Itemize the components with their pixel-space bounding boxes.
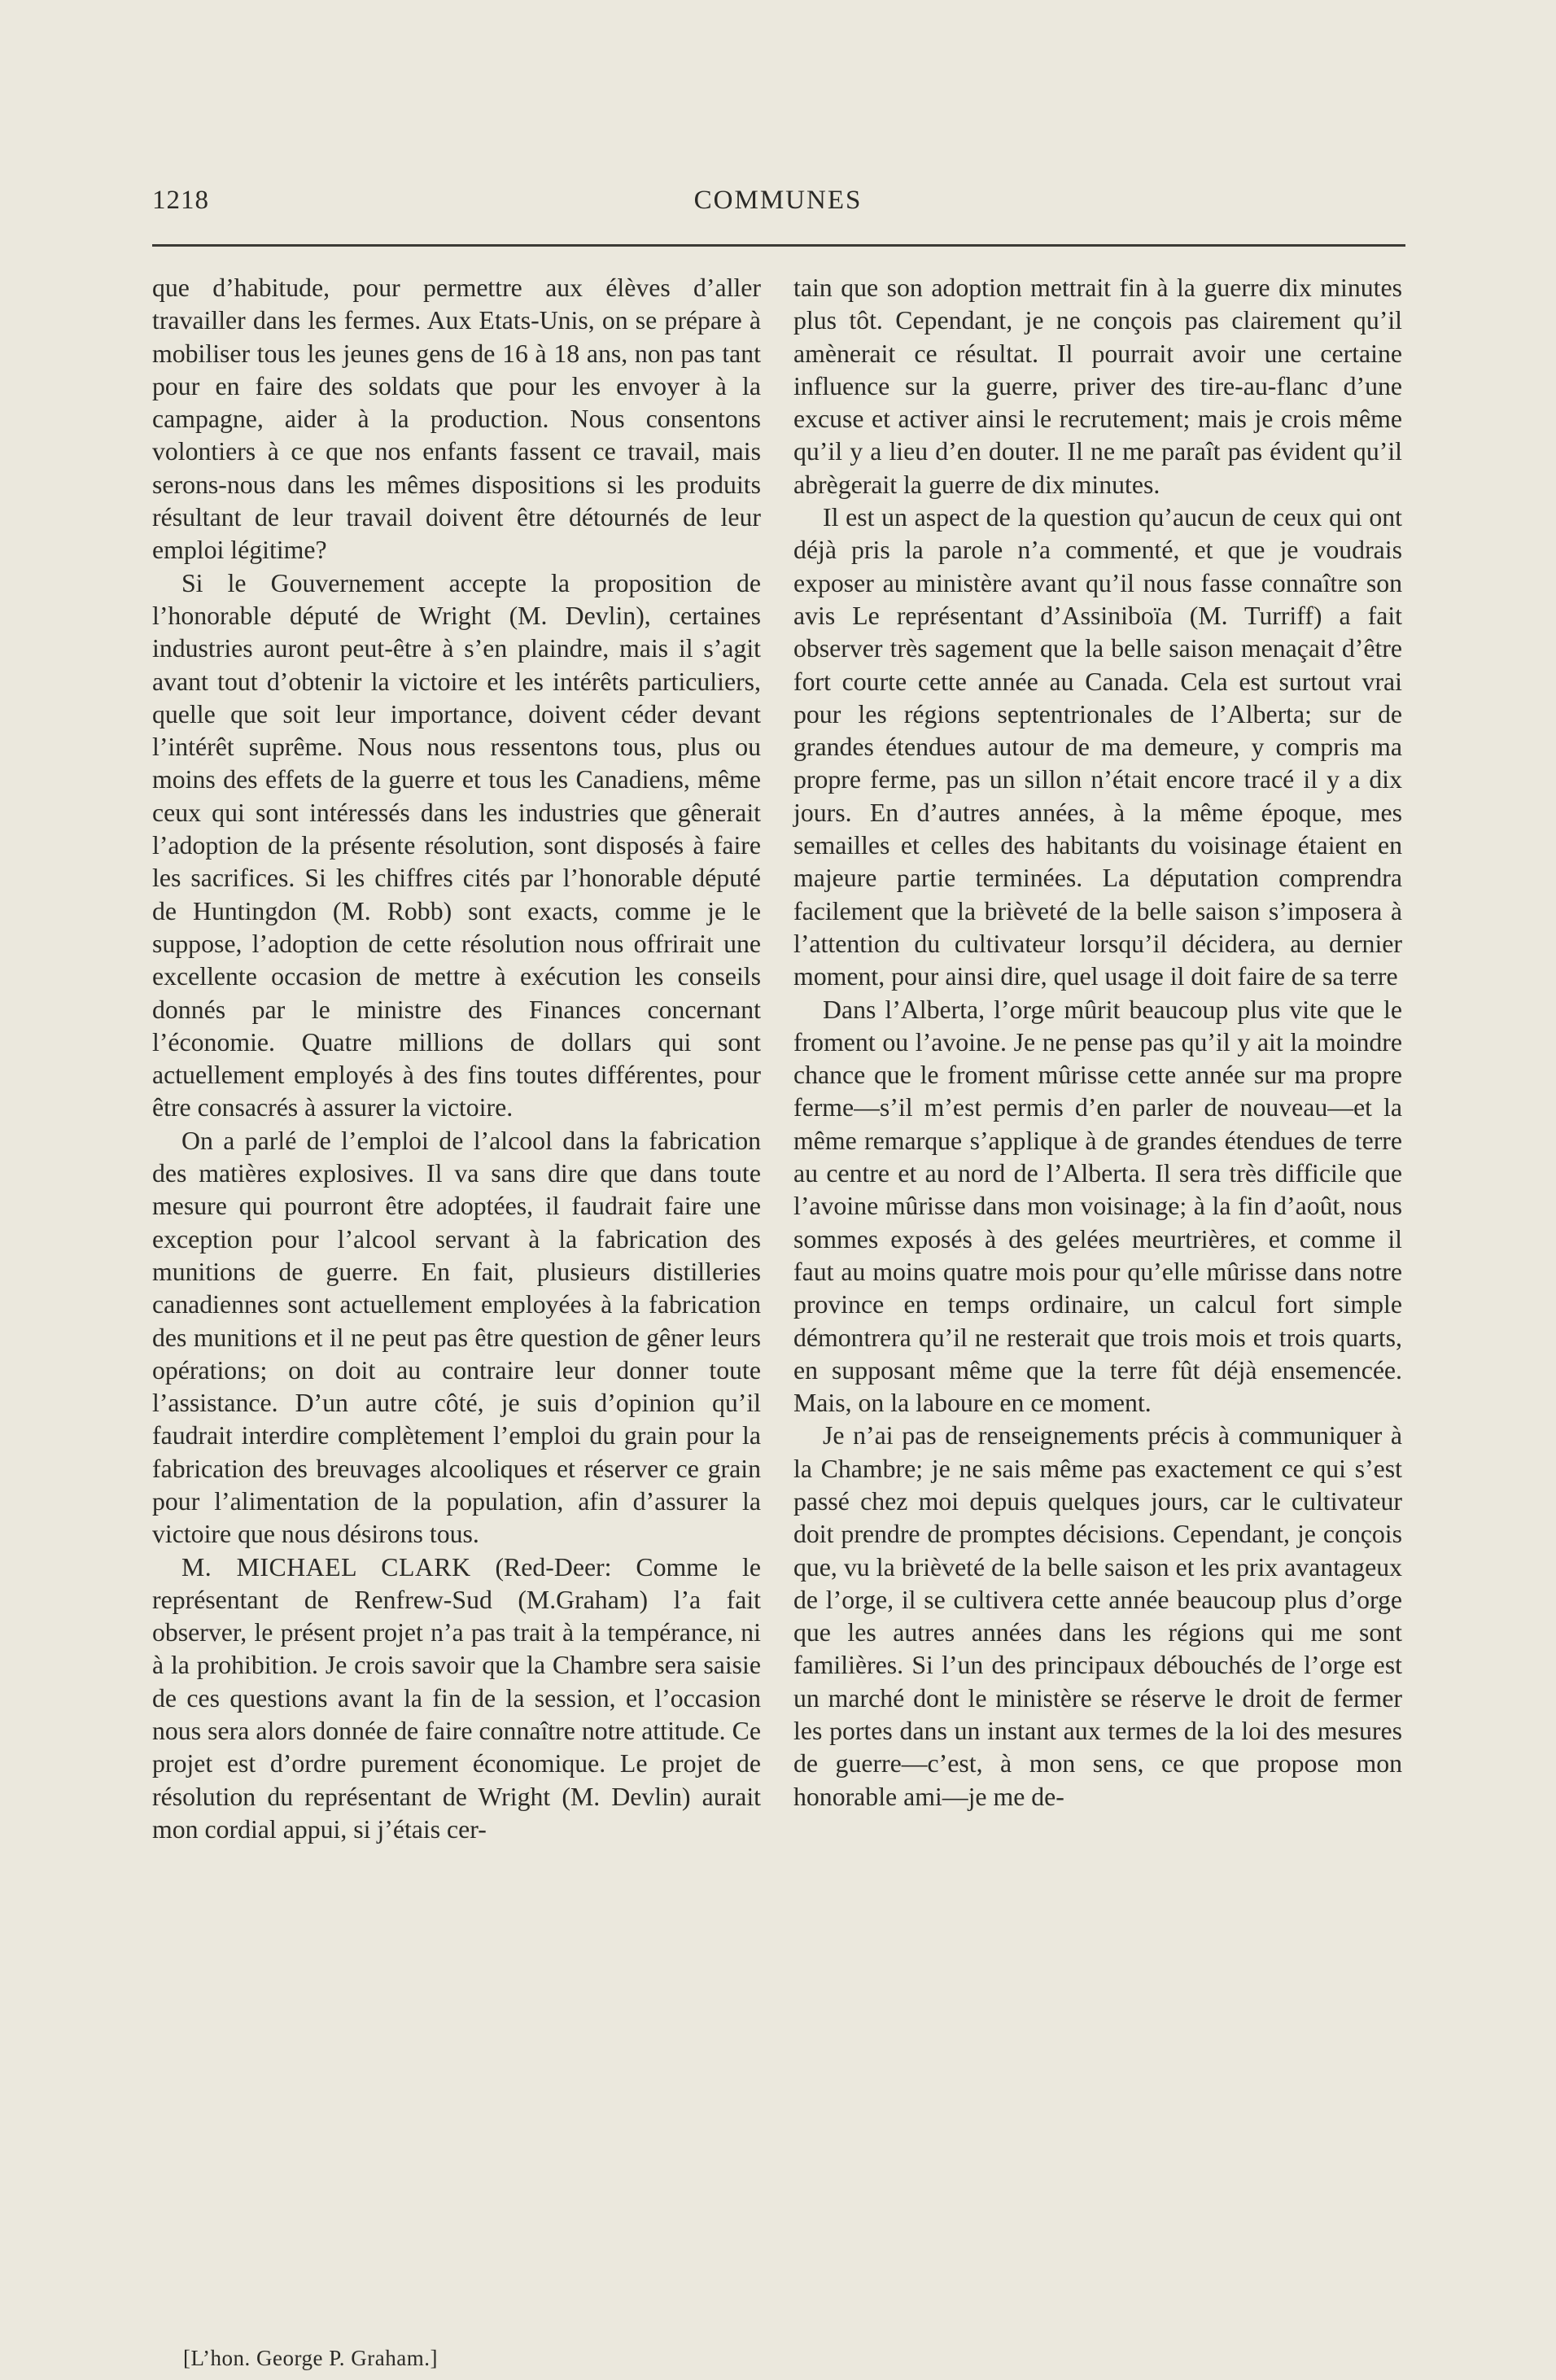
running-head: COMMUNES [693, 186, 863, 215]
page-number: 1218 [152, 186, 209, 215]
left-column [152, 272, 761, 1846]
right-column [793, 272, 1402, 1813]
paragraph: Si le Gouvernement accepte la proposition de l’honorable député de Wright (M. Devlin), certaines industries auront peut-être à s’en plaindre, mais il s’agit avant tout d’obtenir la victoire et les intérêts particuliers, quelle que soit leur importance, doivent céder devant l’intérêt suprême. Nous nous ressentons tous, plus ou moins des effets de la guerre et tous les Canadiens, même ceux qui sont intéressés dans les industries que gênerait l’adoption de la présente résolution, sont disposés à faire les sacrifices. Si les chiffres cités par l’honorable député de Huntingdon (M. Robb) sont exacts, comme je le suppose, l’adoption de cette résolution nous offrirait une excellente occasion de mettre à exécution les conseils donnés par le ministre des Finances concernant l’économie. Quatre millions de dollars qui sont actuellement employés à des fins toutes différentes, pour être consacrés à assurer la victoire. [152, 568, 761, 1122]
paragraph: tain que son adoption mettrait fin à la guerre dix minutes plus tôt. Cependant, je ne conçois pas clairement qu’il amènerait ce résultat. Il pourrait avoir une certaine influence sur la guerre, priver des tire-au-flanc d’une excuse et activer ainsi le recrutement; mais je crois même qu’il y a lieu d’en douter. Il ne me paraît pas évident qu’il abrègerait la guerre de dix minutes. [793, 273, 1402, 499]
paragraph: que d’habitude, pour permettre aux élèves d’aller travailler dans les fermes. Aux Etats-Unis, on se prépare à mobiliser tous les jeunes gens de 16 à 18 ans, non pas tant pour en faire des soldats que pour les envoyer à la campagne, aider à la production. Nous consentons volontiers à ce que nos enfants fassent ce travail, mais serons-nous dans les mêmes dispositions si les produits résultant de leur travail doivent être détournés de leur emploi légitime? [152, 273, 761, 565]
speaker-name: M. MICHAEL CLARK [181, 1552, 471, 1582]
header-rule [152, 244, 1405, 247]
footnote: [L’hon. George P. Graham.] [183, 2346, 438, 2370]
paragraph: Dans l’Alberta, l’orge mûrit beaucoup plus vite que le froment ou l’avoine. Je ne pense pas qu’il y ait la moindre chance que le froment mûrisse cette année sur ma propre ferme—s’il m’est permis d’en parler de nouveau—et la même remarque s’applique à de grandes étendues de terre au centre et au nord de l’Alberta. Il sera très difficile que l’avoine mûrisse dans mon voisinage; à la fin d’août, nous sommes exposés à des gelées meurtrières, et comme il faut au moins quatre mois pour qu’elle mûrisse dans notre province en temps ordinaire, un calcul fort simple démontrera qu’il ne resterait que trois mois et trois quarts, en supposant même que la terre fût déjà ensemencée. Mais, on la laboure en ce moment. [793, 995, 1402, 1418]
paragraph: On a parlé de l’emploi de l’alcool dans la fabrication des matières explosives. Il va sans dire que dans toute mesure qui pourront être adoptées, il faudrait faire une exception pour l’alcool servant à la fabrication des munitions de guerre. En fait, plusieurs distilleries canadiennes sont actuellement employées à la fabrication des munitions et il ne peut pas être question de gêner leurs opérations; on doit au contraire leur donner toute l’assistance. D’un autre côté, je suis d’opinion qu’il faudrait interdire complètement l’emploi du grain pour la fabrication des breuvages alcooliques et réserver ce grain pour l’alimentation de la population, afin d’assurer la victoire que nous désirons tous. [152, 1126, 761, 1549]
speech-text: (Red-Deer: Comme le représentant de Renfrew-Sud (M.Graham) l’a fait observer, le présent projet n’a pas trait à la tempérance, ni à la prohibition. Je crois savoir que la Chambre sera saisie de ces questions avant la fin de la session, et l’occasion nous sera alors donnée de faire connaître notre attitude. Ce projet est d’ordre purement économique. Le projet de résolution du représentant de Wright (M. Devlin) aurait mon cordial appui, si j’étais cer- [152, 1552, 761, 1844]
paragraph: Je n’ai pas de renseignements précis à communiquer à la Chambre; je ne sais même pas exactement ce qui s’est passé chez moi depuis quelques jours, car le cultivateur doit prendre de promptes décisions. Cependant, je conçois que, vu la brièveté de la belle saison et les prix avantageux de l’orge, il se cultivera cette année beaucoup plus d’orge que les autres années dans les régions qui me sont familières. Si l’un des principaux débouchés de l’orge est un marché dont le ministère se réserve le droit de fermer les portes dans un instant aux termes de la loi des mesures de guerre—c’est, à mon sens, ce que propose mon honorable ami—je me de- [793, 1421, 1402, 1811]
paragraph: Il est un aspect de la question qu’aucun de ceux qui ont déjà pris la parole n’a commenté, et que je voudrais exposer au ministère avant qu’il nous fasse connaître son avis Le représentant d’Assiniboïa (M. Turriff) a fait observer très sagement que la belle saison menaçait d’être fort courte cette année au Canada. Cela est surtout vrai pour les régions septentrionales de l’Alberta; sur de grandes étendues autour de ma demeure, y compris ma propre ferme, pas un sillon n’était encore tracé il y a dix jours. En d’autres années, à la même époque, mes semailles et celles des habitants du voisinage étaient en majeure partie terminées. La députation comprendra facilement que la brièveté de la belle saison s’imposera à l’attention du cultivateur lorsqu’il décidera, au dernier moment, pour ainsi dire, quel usage il doit faire de sa terre [793, 503, 1402, 991]
speech-paragraph [152, 1551, 761, 1847]
